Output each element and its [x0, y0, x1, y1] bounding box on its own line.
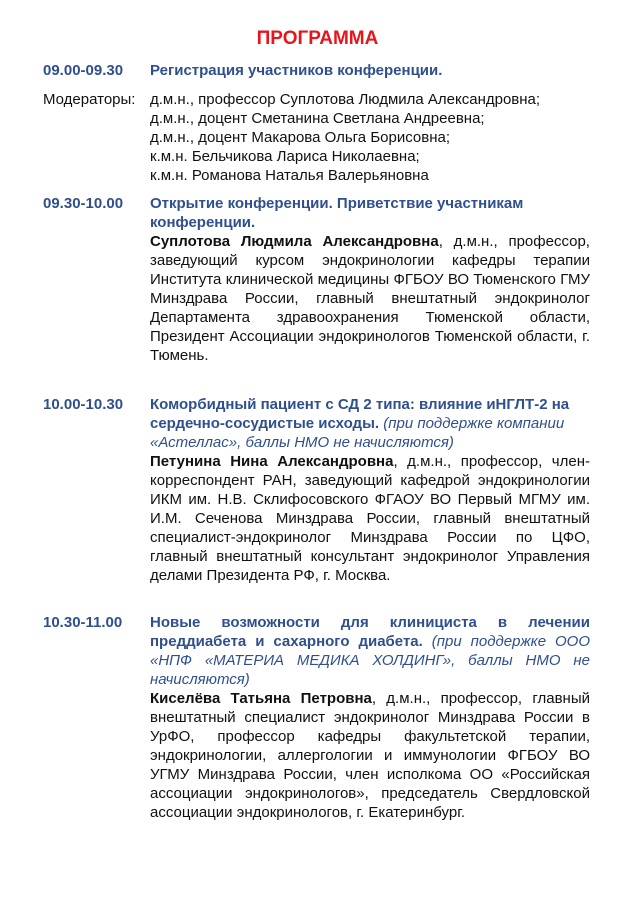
moderator-item: д.м.н., доцент Сметанина Светлана Андреевна; [150, 110, 485, 127]
moderator-item: к.м.н. Бельчикова Лариса Николаевна; [150, 148, 420, 165]
session-topic: Новые возможности для клинициста в лечении преддиабета и сахарного диабета. [150, 614, 590, 650]
moderators [43, 90, 590, 185]
session-topic: Регистрация участников конференции. [150, 62, 443, 79]
session-topic: Коморбидный пациент с СД 2 типа: влияние иНГЛТ-2 на сердечно-сосудистые исходы. [150, 396, 570, 432]
moderator-item: д.м.н., профессор Суплотова Людмила Александровна; [150, 91, 541, 108]
session-new-opportunities [43, 613, 590, 822]
speaker-name: Киселёва Татьяна Петровна [150, 690, 372, 707]
moderator-item: д.м.н., доцент Макарова Ольга Борисовна; [150, 129, 450, 146]
speaker-info: , д.м.н., профессор, член-корреспондент РАН, заведующий кафедрой эндокринологии ИКМ им. Н.В. Склифосовского ФГАОУ ВО Первый МГМУ им. И.М. Сеченова Минздрава России, главный внештатный специалист-эндокринолог Минздрава России по ЦФО, главный внештатный консультант эндокринолог Управления делами Президента РФ, г. Москва. [150, 453, 590, 584]
moderators-label: Модераторы: [43, 91, 136, 108]
session-time: 10.00-10.30 [43, 396, 124, 413]
session-topic: Открытие конференции. Приветствие участникам конференции. [150, 195, 524, 231]
moderator-item: к.м.н. Романова Наталья Валерьяновна [150, 167, 429, 184]
session-registration [43, 61, 590, 80]
session-time: 09.30-10.00 [43, 195, 124, 212]
speaker-name: Петунина Нина Александровна [150, 453, 394, 470]
session-opening [43, 194, 590, 365]
session-comorbid [43, 395, 590, 585]
speaker-info: , д.м.н., профессор, главный внештатный специалист эндокринолог Минздрава России в УрФО, профессор кафедры факультетской терапии, эндокринологии, аллергологии и иммунологии ФГБОУ ВО УГМУ Минздрава России, член исполкома ОО «Российская ассоциации эндокринологов», председатель Свердловской ассоциации эндокринологов, г. Екатеринбург. [150, 690, 590, 821]
speaker-info: , д.м.н., профессор, заведующий курсом эндокринологии кафедры терапии Института клинической медицины ФГБОУ ВО Тюменского ГМУ Минздрава России, главный внештатный эндокринолог Департамента здравоохранения Тюменской области, Президент Ассоциации эндокринологов Тюменской области, г. Тюмень. [150, 233, 590, 364]
page-title: ПРОГРАММА [256, 28, 379, 49]
speaker-name: Суплотова Людмила Александровна [150, 233, 439, 250]
session-time: 10.30-11.00 [43, 614, 123, 631]
sponsor-note: (при поддержке компании «Астеллас», баллы НМО не начисляются) [150, 415, 565, 451]
sponsor-note: (при поддержке ООО «НПФ «МАТЕРИА МЕДИКА ХОЛДИНГ», баллы НМО не начисляются) [150, 633, 590, 688]
session-time: 09.00-09.30 [43, 62, 124, 79]
